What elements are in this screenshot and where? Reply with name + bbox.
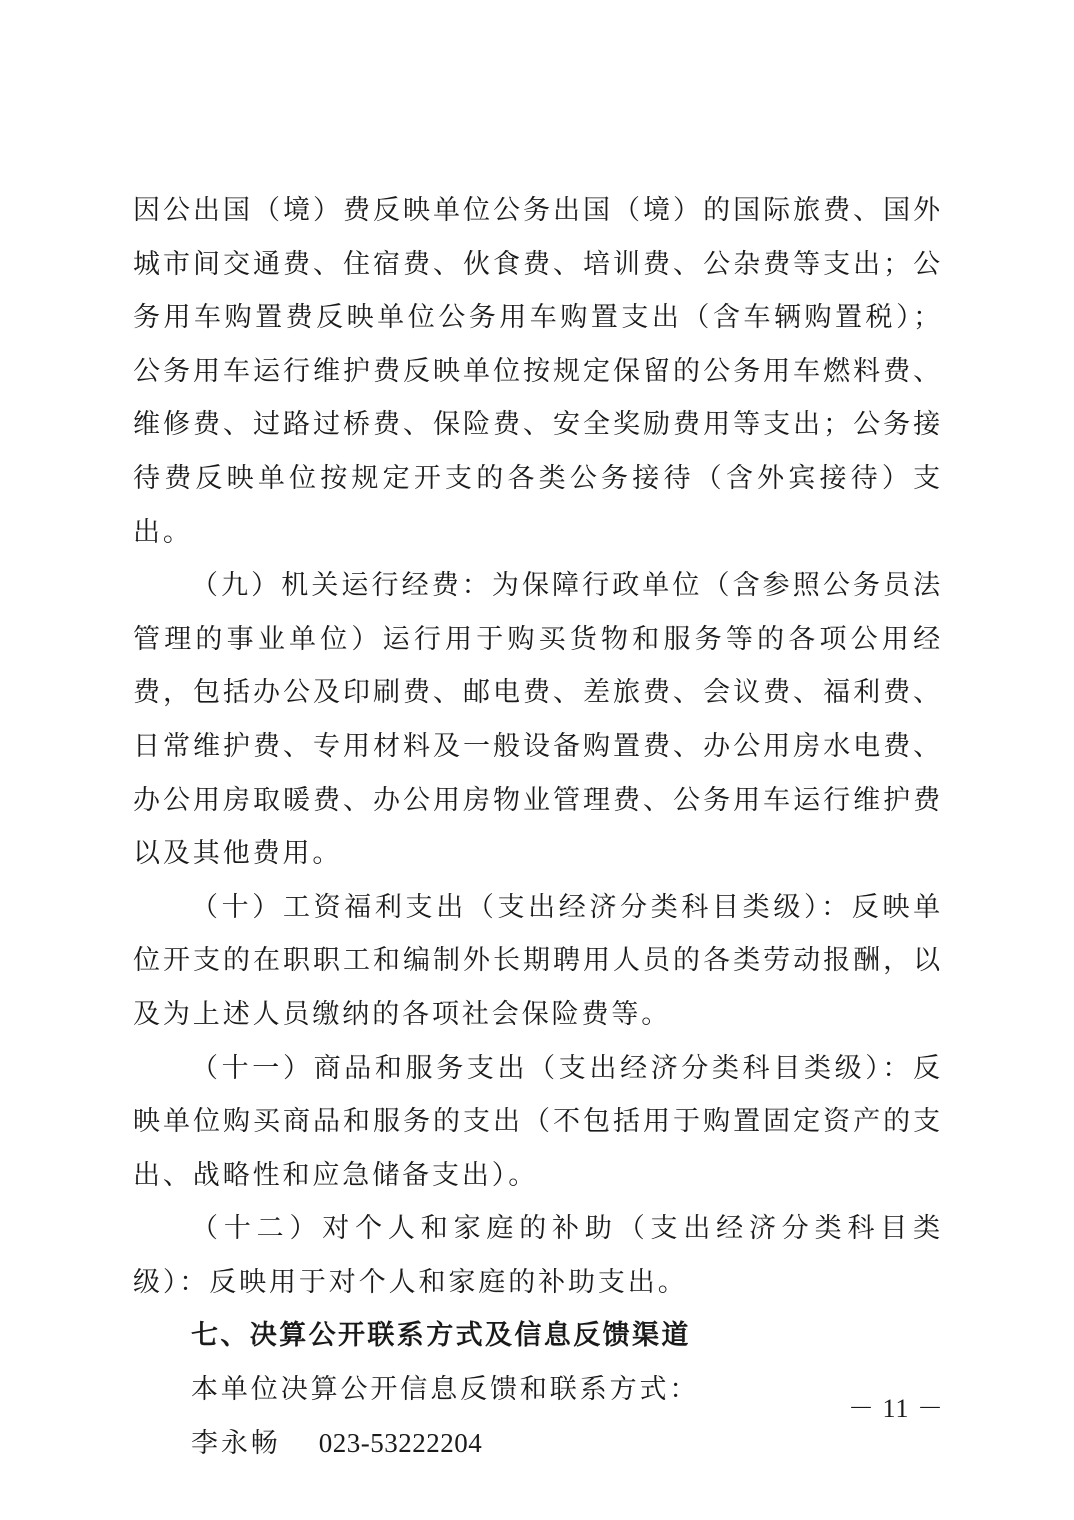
paragraph-household-subsidies (133, 1202, 943, 1309)
paragraph-text: 反映单位开支的在职职工和编制外长期聘用人员的各类劳动报酬，以及为上述人员缴纳的各项社会保险费等。 (133, 891, 943, 1030)
paragraph-lead: （九）机关运行经费： (191, 570, 492, 602)
paragraph-overseas-expenses (133, 184, 943, 559)
section-heading: 七、决算公开联系方式及信息反馈渠道 (191, 1320, 691, 1352)
contact-name: 李永畅 (191, 1427, 281, 1459)
contact-intro: 本单位决算公开信息反馈和联系方式： (191, 1374, 700, 1406)
paragraph-salary-welfare (133, 881, 943, 1042)
paragraph-lead: （十一）商品和服务支出（支出经济分类科目类级）： (191, 1052, 914, 1084)
document-body (133, 184, 943, 1470)
paragraph-lead: （十二）对个人和家庭的补助（支出经济分类科目类级）： (133, 1213, 943, 1298)
paragraph-text: 因公出国（境）费反映单位公务出国（境）的国际旅费、国外城市间交通费、住宿费、伙食费、培训费、公杂费等支出；公务用车购置费反映单位公务用车购置支出（含车辆购置税）；公务用车运行维护费反映单位按规定保留的公务用车燃料费、维修费、过路过桥费、保险费、安全奖励费用等支出；公务接待费反映单位按规定开支的各类公务接待（含外宾接待）支出。 (133, 195, 943, 548)
paragraph-text: 为保障行政单位（含参照公务员法管理的事业单位）运行用于购买货物和服务等的各项公用经费，包括办公及印刷费、邮电费、差旅费、会议费、福利费、日常维护费、专用材料及一般设备购置费、办公用房水电费、办公用房取暖费、办公用房物业管理费、公务用车运行维护费以及其他费用。 (133, 570, 943, 870)
contact-phone: 023-53222204 (318, 1427, 483, 1458)
paragraph-operating-funds (133, 559, 943, 881)
contact-info (133, 1417, 943, 1471)
paragraph-text: 反映单位购买商品和服务的支出（不包括用于购置固定资产的支出、战略性和应急储备支出）。 (133, 1052, 943, 1191)
paragraph-lead: （十）工资福利支出（支出经济分类科目类级）： (191, 891, 852, 923)
paragraph-text: 反映用于对个人和家庭的补助支出。 (209, 1266, 688, 1298)
page-number: － 11 － (847, 1394, 944, 1423)
paragraph-goods-services (133, 1042, 943, 1203)
